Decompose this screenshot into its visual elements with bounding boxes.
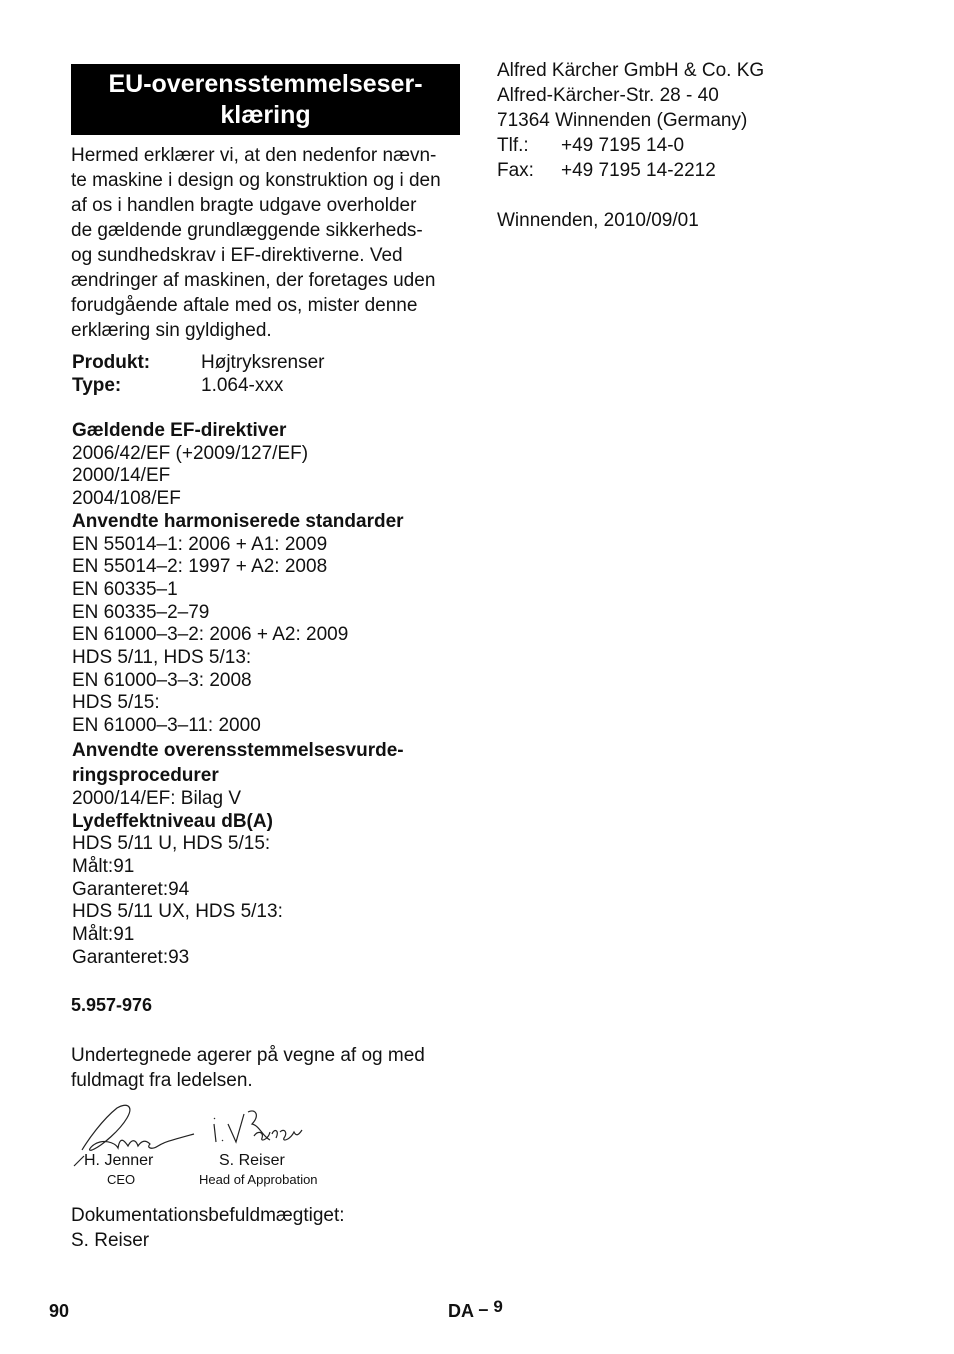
title-line-2: klæring [220,100,311,129]
intro-line: te maskine i design og konstruktion og i den [71,170,441,191]
place-date: Winnenden, 2010/09/01 [497,210,699,231]
directive-item: 2004/108/EF [72,488,181,510]
signer-2-role: Head of Approbation [199,1172,318,1187]
intro-line: af os i handlen bragte udgave overholder [71,195,417,216]
procedure-item: 2000/14/EF: Bilag V [72,787,241,809]
standards-heading: Anvendte harmoniserede standarder [72,510,404,532]
product-row [72,351,325,374]
page-number: 90 [49,1301,70,1321]
sound-heading: Lydeffektniveau dB(A) [72,810,273,832]
company-street: Alfred-Kärcher-Str. 28 - 40 [497,85,719,106]
standard-item: EN 61000–3–2: 2006 + A2: 2009 [72,624,349,646]
signer-1-role: CEO [107,1172,136,1187]
product-value: Højtryksrenser [201,352,325,373]
standard-item: HDS 5/15: [72,692,160,714]
company-city: 71364 Winnenden (Germany) [497,110,748,131]
type-value: 1.064-xxx [201,375,284,396]
product-label: Produkt: [72,352,151,373]
procedures-heading-line-1: Anvendte overensstemmelsesvurde- [72,739,404,761]
language-code: DA – 9 [448,1297,503,1321]
standard-item: EN 55014–2: 1997 + A2: 2008 [72,556,328,578]
signing-line-2: fuldmagt fra ledelsen. [71,1070,253,1091]
procedures-heading-line-2: ringsprocedurer [72,764,219,786]
signing-statement [71,1043,425,1093]
standard-item: EN 61000–3–3: 2008 [72,669,252,691]
intro-line: ændringer af maskinen, der foretages uden [71,270,436,291]
directive-item: 2006/42/EF (+2009/127/EF) [72,442,309,464]
company-name: Alfred Kärcher GmbH & Co. KG [497,60,765,81]
directive-item: 2000/14/EF [72,465,171,487]
standard-item: EN 60335–1 [72,578,178,600]
signature-reiser [210,1106,305,1151]
standard-item: EN 61000–3–11: 2000 [72,715,261,737]
intro-line: forudgående aftale med os, mister denne [71,295,418,316]
documentation-authority [71,1203,345,1253]
company-fax: Fax: +49 7195 14-2212 [497,160,716,181]
sound-group-1-models: HDS 5/11 U, HDS 5/15: [72,833,271,855]
type-row [72,374,283,397]
documentation-label: Dokumentationsbefuldmægtiget: [71,1205,345,1226]
standard-item: EN 55014–1: 2006 + A1: 2009 [72,533,328,555]
documentation-name: S. Reiser [71,1230,150,1251]
sound-group-2-models: HDS 5/11 UX, HDS 5/13: [72,901,283,923]
sound-group-1-guaranteed: Garanteret:94 [72,878,190,900]
signer-1-name: H. Jenner [84,1152,154,1169]
sound-group-2-guaranteed: Garanteret:93 [72,946,190,968]
document-number: 5.957-976 [71,995,153,1015]
intro-paragraph [71,143,463,343]
section-page-number: 9 [493,1297,503,1316]
directives-heading: Gældende EF-direktiver [72,420,287,441]
signing-line-1: Undertegnede agerer på vegne af og med [71,1045,425,1066]
directives-block [72,420,404,969]
title-line-1: EU-overensstemmelseser- [108,69,423,98]
intro-line: de gældende grundlæggende sikkerheds- [71,220,423,241]
company-phone: Tlf.: +49 7195 14-0 [497,135,685,156]
type-label: Type: [72,375,122,396]
sound-group-1-measured: Målt:91 [72,855,135,877]
company-address [497,58,764,183]
intro-line: erklæring sin gyldighed. [71,320,272,341]
standard-item: EN 60335–2–79 [72,601,210,623]
sound-group-2-measured: Målt:91 [72,924,135,946]
intro-line: Hermed erklærer vi, at den nedenfor nævn- [71,145,437,166]
page-title [71,64,460,135]
standard-item: HDS 5/11, HDS 5/13: [72,647,252,669]
signer-2-name: S. Reiser [219,1152,285,1169]
intro-line: og sundhedskrav i EF-direktiverne. Ved [71,245,403,266]
